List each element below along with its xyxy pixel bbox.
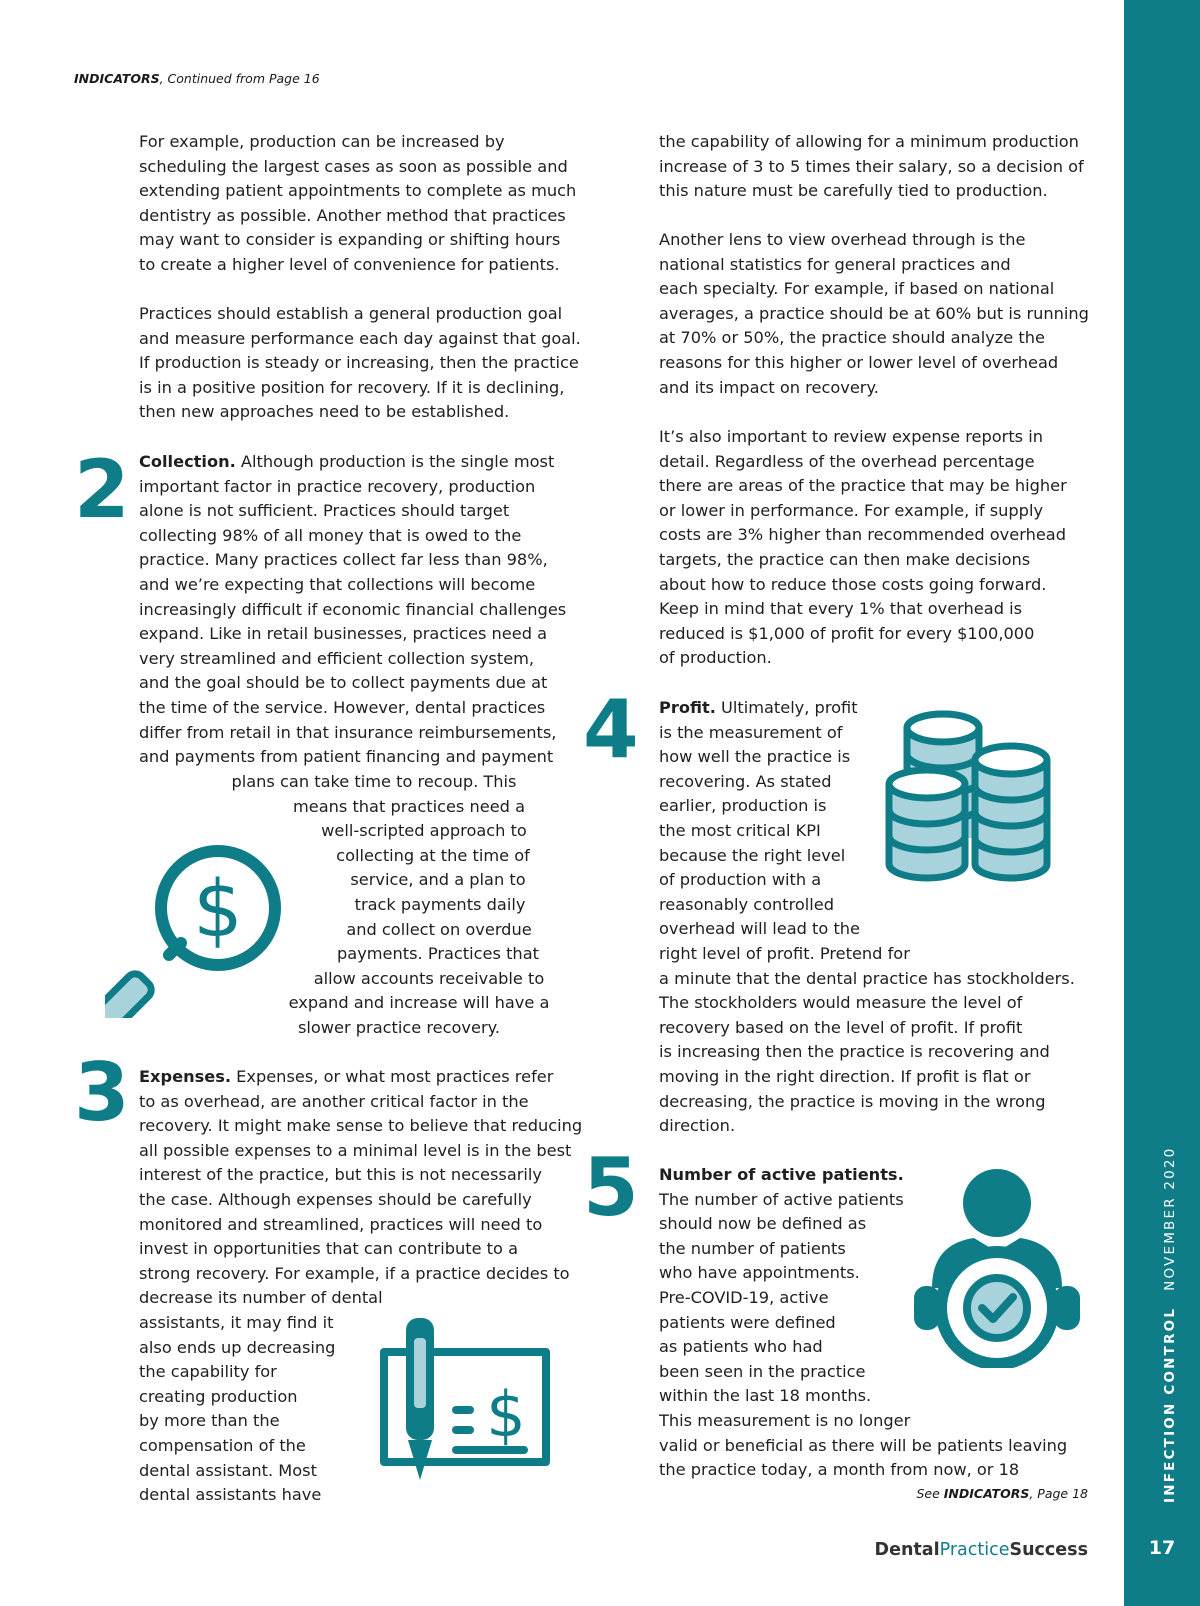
profit-section: Profit. Ultimately, profit is the measurement of how well the practice is recovering. As stated earlier, production is the most critical KPI because the right level of production with a reasonably controlled overhead will lead to the right level of profit. Pretend for a minute that the dental practice has stockholders. The stockholders would measure the level of recovery based on the level of profit. If profit is increasing then the practice is recovering and moving in the right direction. If profit is flat or decreasing, the practice is moving in the wrong direction. (659, 698, 1075, 1136)
expenses-section: Expenses. Expenses, or what most practices refer to as overhead, are another critical factor in the recovery. It might make sense to believe that reducing all possible expenses to a minimal level is in the best interest of the practice, but this is not necessarily the case. Although expenses should be carefully monitored and streamlined, practices will need to invest in opportunities that can contribute to a strong recovery. For example, if a practice decides to decrease its number of dental assistants, it may find it also ends up decreasing the capability for creating production by more than the compensation of the dental assistant. Most dental assistants have (139, 1067, 583, 1505)
right-paragraph-1: the capability of allowing for a minimum production increase of 3 to 5 times their salary, so a decision of this nature must be carefully tied to production. (659, 132, 1084, 201)
section-name: INFECTION CONTROL (1162, 1306, 1178, 1503)
person-checkmark-icon (912, 1168, 1082, 1368)
collection-section: Collection. Although production is the single most important factor in practice recovery, production alone is not sufficient. Practices should target collecting 98% of all money that is owed to the practice. Many practices collect far less than 98%, and we’re expecting that collections will become increasingly difficult if economic financial challenges expand. Like in retail businesses, practices need a very streamlined and efficient collection system, and the goal should be to collect payments due at the time of the service. However, dental practices differ from retail in that insurance reimbursements, and payments from patient financing and payment (139, 452, 567, 767)
running-head: INDICATORS, Continued from Page 16 (74, 71, 320, 86)
magnifier-dollar-icon (105, 838, 290, 1018)
brand-logo: DentalPracticeSuccess (874, 1540, 1088, 1560)
right-paragraph-3: It’s also important to review expense reports in detail. Regardless of the overhead percentage there are areas of the practice that may be higher or lower in performance. For example, if supply costs are 3% higher than recommended overhead targets, the practice can then make decisions about how to reduce those costs going forward. Keep in mind that every 1% that overhead is reduced is $1,000 of profit for every $100,000 of production. (659, 427, 1067, 668)
collection-wrap-text: plans can take time to recoup. This means that practices need a well-scripted approach to collecting at the time of service, and a plan to track payments daily and collect on overdue payments. Practices that allow accounts receivable to expand and increase will have a slower practice recovery. (231, 772, 550, 1037)
coin-stacks-icon (885, 706, 1065, 886)
patients-section: Number of active patients. The number of active patients should now be defined as the number of patients who have appointments. Pre-COVID-19, active patients were defined as patients who had been seen in the practice within the last 18 months. This measurement is no longer valid or beneficial as there will be patients leaving the practice today, a month from now, or 18 (659, 1165, 1068, 1480)
left-paragraph-1: For example, production can be increased by scheduling the largest cases as soon as possible and extending patient appointments to complete as much dentistry as possible. Another method that practices may want to consider is expanding or shifting hours to create a higher level of convenience for patients. (139, 132, 577, 274)
item-number-4: 4 (583, 683, 639, 776)
pen-and-check-icon (376, 1312, 561, 1487)
expenses-heading: Expenses. (139, 1067, 231, 1086)
item-number-2: 2 (74, 443, 130, 536)
item-number-3: 3 (74, 1046, 130, 1139)
page-number: 17 (1148, 1537, 1176, 1559)
issue-date: NOVEMBER 2020 (1162, 1146, 1178, 1291)
profit-heading: Profit. (659, 698, 716, 717)
svg-text:$: $ (486, 1378, 526, 1451)
continued-reference: See INDICATORS, Page 18 (916, 1486, 1088, 1501)
left-paragraph-2: Practices should establish a general production goal and measure performance each day against that goal. If production is steady or increasing, then the practice is in a positive position for recovery. If it is declining, then new approaches need to be established. (139, 304, 581, 422)
collection-heading: Collection. (139, 452, 236, 471)
right-paragraph-2: Another lens to view overhead through is the national statistics for general practices and each specialty. For example, if based on national averages, a practice should be at 60% but is running at 70% or 50%, the practice should analyze the reasons for this higher or lower level of overhead and its impact on recovery. (659, 230, 1089, 397)
item-number-5: 5 (583, 1141, 639, 1234)
sidebar-label (1162, 1147, 1178, 1503)
svg-text:$: $ (193, 865, 243, 955)
patients-heading: Number of active patients. (659, 1165, 904, 1184)
